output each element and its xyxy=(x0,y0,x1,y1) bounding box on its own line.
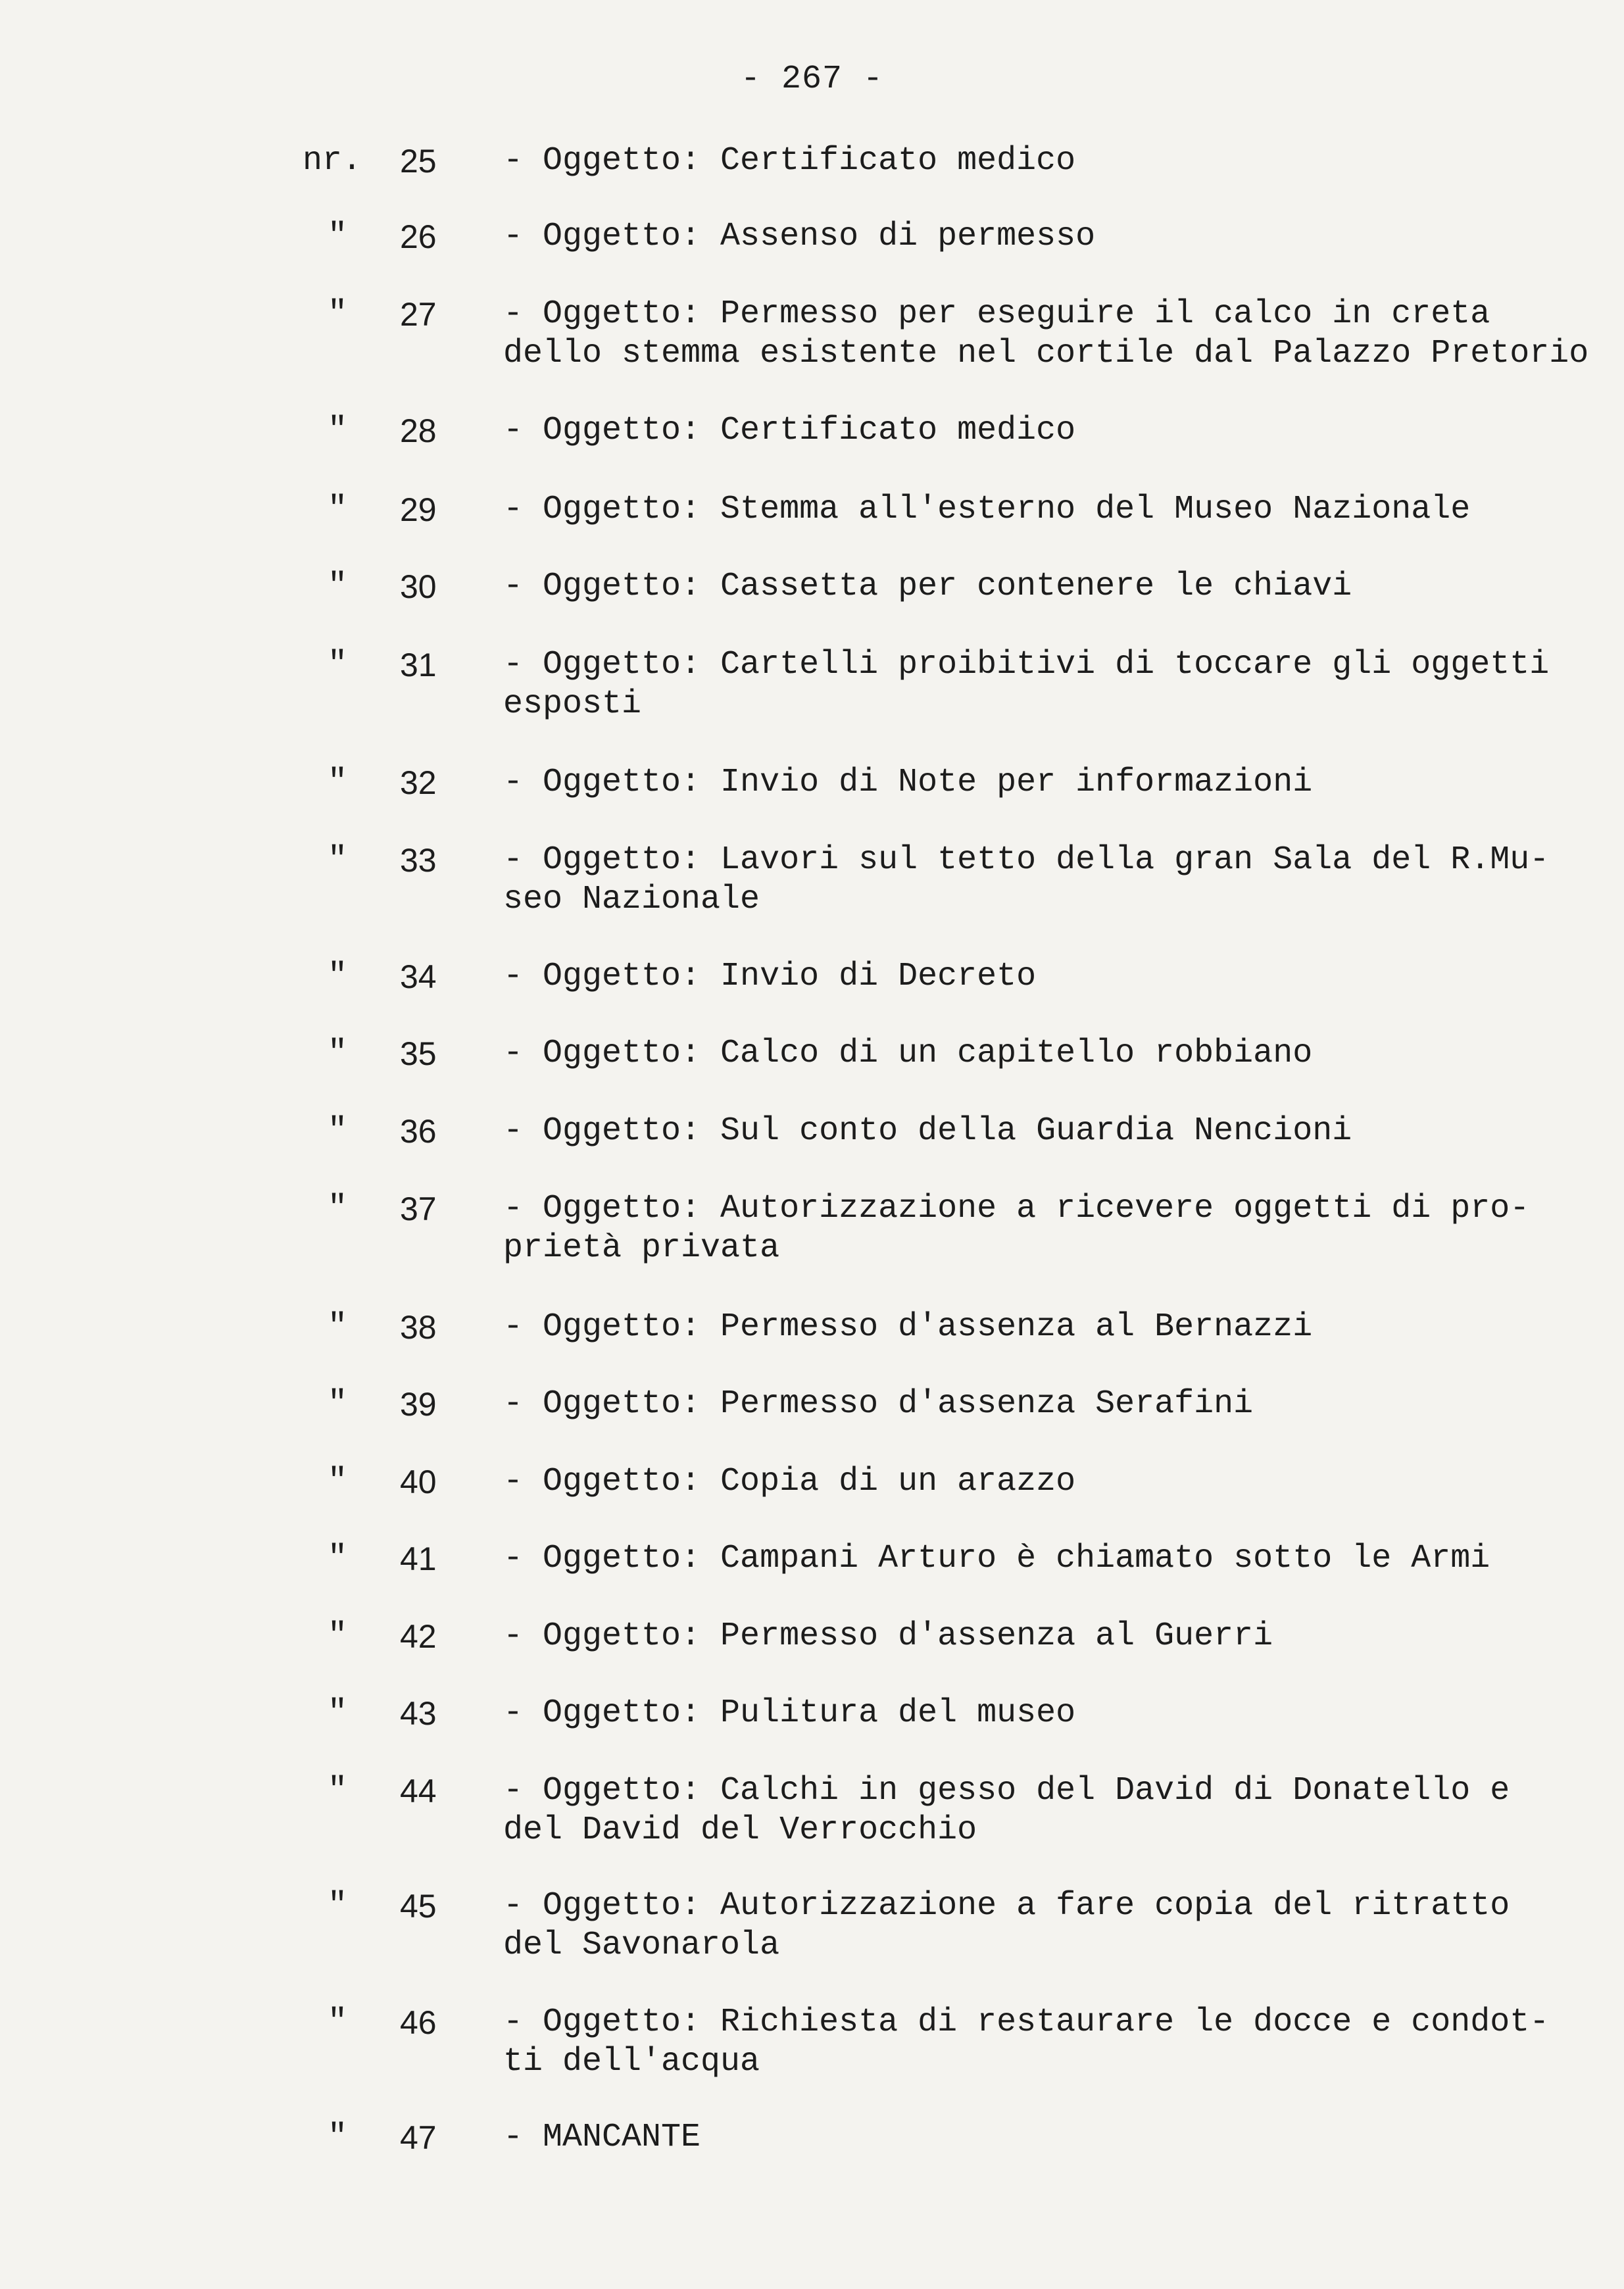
entry-number: 26 xyxy=(400,218,437,255)
entry-text-line: - Oggetto: Assenso di permesso xyxy=(503,218,1096,255)
entry-number: 33 xyxy=(400,842,437,879)
entry-text xyxy=(503,141,1595,181)
entry-number: 27 xyxy=(400,296,437,333)
entry-text xyxy=(503,490,1595,529)
entry-text xyxy=(503,1771,1595,1850)
entry-text-line: - Oggetto: Certificato medico xyxy=(503,142,1076,180)
entry-text-line: del Savonarola xyxy=(503,1927,780,1964)
entry-number: 46 xyxy=(400,2004,437,2041)
entry-text xyxy=(503,645,1595,724)
entry-text-line: ti dell'acqua xyxy=(503,2043,760,2080)
entry-text-line: - Oggetto: Stemma all'esterno del Museo Nazionale xyxy=(503,491,1471,528)
entry-prefix: " xyxy=(328,1308,348,1346)
entry-text-line: - Oggetto: Invio di Decreto xyxy=(503,958,1037,995)
entry-number: 43 xyxy=(400,1695,437,1732)
entry-text-line: - Oggetto: Pulitura del museo xyxy=(503,1694,1076,1732)
entry-text-line: - Oggetto: Permesso d'assenza al Bernazzi xyxy=(503,1308,1313,1346)
entry-prefix: " xyxy=(328,764,348,801)
entry-text xyxy=(503,2003,1595,2082)
entry-text-line: - Oggetto: Cartelli proibitivi di toccare gli oggetti xyxy=(503,646,1550,683)
entry-prefix: " xyxy=(328,412,348,449)
entry-text xyxy=(503,1308,1595,1347)
entry-text-line: esposti xyxy=(503,685,642,723)
entry-text-line: - Oggetto: Permesso per eseguire il calco in creta xyxy=(503,295,1490,333)
entry-text xyxy=(503,841,1595,920)
entry-text-line: prietà privata xyxy=(503,1229,780,1267)
entry-number: 34 xyxy=(400,958,437,995)
entry-text xyxy=(503,763,1595,802)
page-number: - 267 - xyxy=(740,61,884,98)
entry-prefix: " xyxy=(328,1463,348,1500)
entry-number: 25 xyxy=(400,143,437,180)
entry-text-line: - Oggetto: Permesso d'assenza Serafini xyxy=(503,1385,1254,1423)
entry-prefix: " xyxy=(328,2004,348,2041)
entry-text-line: - Oggetto: Cassetta per contenere le chiavi xyxy=(503,568,1352,605)
entry-number: 29 xyxy=(400,491,437,528)
entry-text-line: - Oggetto: Calco di un capitello robbiano xyxy=(503,1035,1313,1072)
entry-text-line: - Oggetto: Autorizzazione a ricevere oggetti di pro- xyxy=(503,1190,1530,1227)
entry-number: 36 xyxy=(400,1113,437,1150)
entry-prefix: " xyxy=(328,491,348,528)
entry-number: 40 xyxy=(400,1464,437,1500)
entry-number: 30 xyxy=(400,568,437,605)
entry-number: 28 xyxy=(400,412,437,449)
entry-text xyxy=(503,1694,1595,1733)
entry-text-line: del David del Verrocchio xyxy=(503,1811,977,1849)
entry-number: 37 xyxy=(400,1191,437,1227)
entry-prefix: " xyxy=(328,1772,348,1809)
entry-prefix: nr. xyxy=(303,142,362,180)
entry-text xyxy=(503,957,1595,997)
entry-number: 38 xyxy=(400,1309,437,1346)
entry-text-line: - Oggetto: Certificato medico xyxy=(503,412,1076,449)
entry-prefix: " xyxy=(328,568,348,605)
entry-number: 41 xyxy=(400,1540,437,1577)
entry-text-line: - Oggetto: Campani Arturo è chiamato sotto le Armi xyxy=(503,1540,1490,1577)
entry-number: 44 xyxy=(400,1773,437,1809)
entry-number: 32 xyxy=(400,764,437,801)
entry-text xyxy=(503,1034,1595,1073)
entry-prefix: " xyxy=(328,1035,348,1072)
entry-text xyxy=(503,217,1595,257)
entry-text xyxy=(503,1112,1595,1151)
entry-prefix: " xyxy=(328,1617,348,1655)
entry-text xyxy=(503,1886,1595,1965)
entry-number: 42 xyxy=(400,1618,437,1655)
entry-text-line: dello stemma esistente nel cortile dal Palazzo Pretorio xyxy=(503,335,1589,372)
entry-prefix: " xyxy=(328,1190,348,1227)
entry-prefix: " xyxy=(328,2119,348,2156)
entry-text-line: - Oggetto: Calchi in gesso del David di Donatello e xyxy=(503,1772,1510,1809)
entry-prefix: " xyxy=(328,646,348,683)
entry-prefix: " xyxy=(328,1540,348,1577)
entry-text xyxy=(503,567,1595,606)
entry-text xyxy=(503,295,1595,374)
entry-text xyxy=(503,411,1595,451)
entry-text xyxy=(503,1189,1595,1268)
entry-text-line: - Oggetto: Permesso d'assenza al Guerri xyxy=(503,1617,1273,1655)
entry-number: 31 xyxy=(400,647,437,683)
entry-text xyxy=(503,1539,1595,1579)
entry-prefix: " xyxy=(328,1385,348,1423)
entry-number: 47 xyxy=(400,2119,437,2156)
entry-text-line: - Oggetto: Richiesta di restaurare le docce e condot- xyxy=(503,2004,1550,2041)
entry-text-line: - Oggetto: Autorizzazione a fare copia del ritratto xyxy=(503,1887,1510,1925)
entry-prefix: " xyxy=(328,1112,348,1150)
entry-text xyxy=(503,1462,1595,1502)
entry-text-line: - MANCANTE xyxy=(503,2119,701,2156)
entry-text-line: - Oggetto: Copia di un arazzo xyxy=(503,1463,1076,1500)
entry-text-line: - Oggetto: Invio di Note per informazioni xyxy=(503,764,1313,801)
entry-text-line: - Oggetto: Sul conto della Guardia Nencioni xyxy=(503,1112,1352,1150)
entry-number: 39 xyxy=(400,1386,437,1423)
entry-prefix: " xyxy=(328,295,348,333)
entry-prefix: " xyxy=(328,841,348,879)
entry-text xyxy=(503,1385,1595,1424)
entry-text xyxy=(503,1617,1595,1656)
entry-number: 45 xyxy=(400,1888,437,1925)
entry-prefix: " xyxy=(328,958,348,995)
entry-text xyxy=(503,2118,1595,2157)
entry-number: 35 xyxy=(400,1035,437,1072)
entry-prefix: " xyxy=(328,1694,348,1732)
entry-prefix: " xyxy=(328,218,348,255)
entry-text-line: seo Nazionale xyxy=(503,881,760,918)
entry-prefix: " xyxy=(328,1887,348,1925)
entry-text-line: - Oggetto: Lavori sul tetto della gran Sala del R.Mu- xyxy=(503,841,1550,879)
